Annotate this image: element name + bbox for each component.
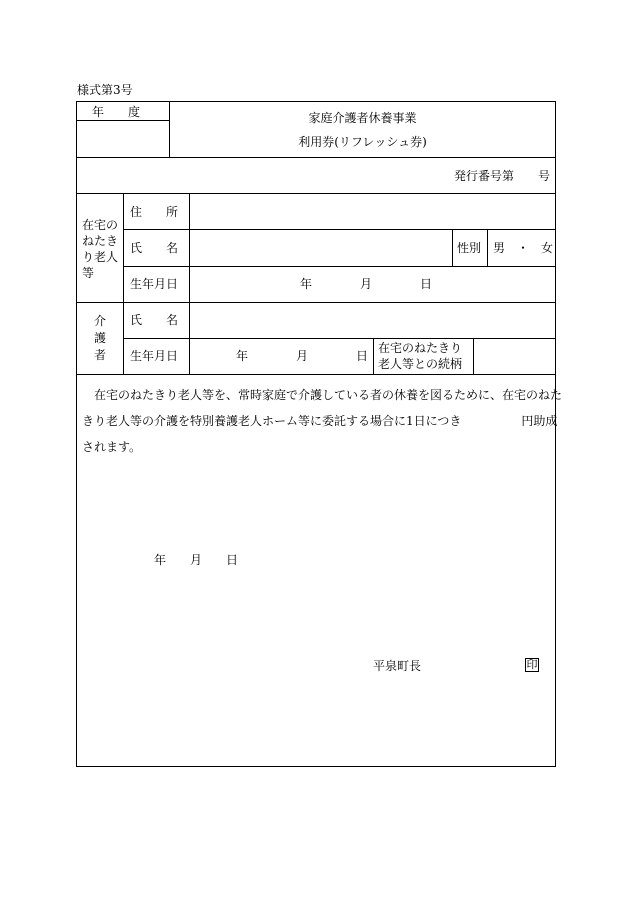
address-label: 住 所 bbox=[130, 205, 179, 219]
relation-divider-right bbox=[473, 338, 474, 374]
issue-date: 年 月 日 bbox=[154, 553, 239, 567]
relation-label-2: 老人等との続柄 bbox=[378, 357, 463, 371]
elderly-group-label-1: 在宅の bbox=[82, 218, 119, 232]
gender-options: 男 ・ 女 bbox=[493, 241, 554, 255]
caregiver-birthdate-value: 年 月 日 bbox=[236, 349, 369, 363]
year-divider bbox=[76, 120, 169, 121]
header-divider bbox=[76, 157, 556, 158]
caregiver-name-divider bbox=[123, 338, 556, 339]
form-label: 様式第3号 bbox=[77, 83, 133, 97]
elderly-birthdate-value: 年 月 日 bbox=[300, 277, 433, 291]
caregiver-group-label-1: 介 bbox=[94, 314, 107, 328]
seal-mark: 印 bbox=[526, 658, 538, 671]
elderly-birthdate-label: 生年月日 bbox=[130, 277, 179, 291]
caregiver-group-label-2: 護 bbox=[94, 331, 107, 345]
body-line-3: されます。 bbox=[82, 440, 142, 454]
gender-divider-left bbox=[452, 229, 453, 266]
body-text bbox=[82, 382, 563, 460]
issue-divider bbox=[76, 193, 556, 194]
relation-divider-left bbox=[373, 338, 374, 374]
name-divider bbox=[123, 266, 556, 267]
caregiver-group-label-3: 者 bbox=[94, 348, 107, 362]
issue-number: 発行番号第 号 bbox=[453, 169, 550, 183]
address-divider bbox=[123, 229, 556, 230]
title-line-1: 家庭介護者休養事業 bbox=[308, 111, 417, 125]
gender-divider-right bbox=[487, 229, 488, 266]
caregiver-name-label: 氏 名 bbox=[130, 313, 179, 327]
issuer-name: 平泉町長 bbox=[373, 659, 422, 673]
elderly-name-label: 氏 名 bbox=[130, 241, 179, 255]
group-column-divider bbox=[123, 193, 124, 374]
elderly-group-label-2: ねたき bbox=[82, 234, 119, 248]
body-line-1: 在宅のねたきり老人等を、常時家庭で介護している者の休養を図るために、在宅のねた bbox=[94, 388, 563, 402]
year-column-divider bbox=[169, 101, 170, 157]
caregiver-birthdate-label: 生年月日 bbox=[130, 349, 179, 363]
elderly-divider bbox=[76, 302, 556, 303]
year-label: 年 度 bbox=[92, 105, 141, 119]
relation-label-1: 在宅のねたきり bbox=[378, 341, 463, 355]
elderly-group-label-3: り老人 bbox=[82, 250, 119, 264]
label-column-divider bbox=[189, 193, 190, 374]
title-line-2: 利用券(リフレッシュ券) bbox=[298, 135, 427, 149]
gender-label: 性別 bbox=[457, 241, 482, 255]
body-line-2: きり老人等の介護を特別養護老人ホーム等に委託する場合に1日につき 円助成 bbox=[82, 414, 558, 428]
caregiver-divider bbox=[76, 374, 556, 375]
elderly-group-label-4: 等 bbox=[82, 266, 95, 280]
